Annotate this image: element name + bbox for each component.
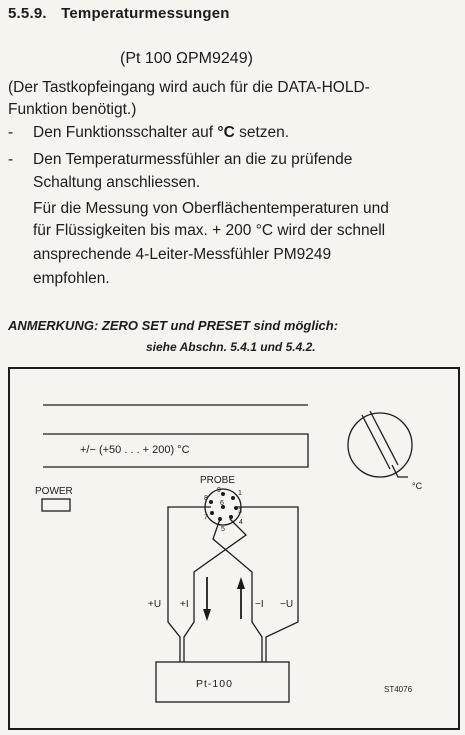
probe-prefix: (Pt 100 (120, 50, 177, 67)
label-minus-i: −I (255, 599, 264, 610)
step-text: Den Temperaturmessfühler an die zu prüfende (33, 151, 353, 168)
label-plus-i: +I (180, 599, 189, 610)
wire-plus-u (168, 507, 211, 607)
continuation-line (33, 222, 385, 240)
probe-subtitle (120, 50, 253, 68)
funnel-right (266, 607, 298, 662)
paragraph-line: Funktion benötigt.) (8, 101, 137, 118)
down-arrow-icon (203, 609, 211, 621)
pin-label: 8 (204, 495, 208, 502)
probe-model: PM9249) (188, 50, 253, 67)
power-switch (42, 499, 70, 511)
step-text-part: Den Funktionsschalter auf (33, 124, 218, 141)
up-arrow-icon (237, 577, 245, 589)
pin-label: 9 (217, 487, 221, 494)
socket-pin (229, 515, 233, 519)
step-text (33, 124, 289, 142)
continuation-line: empfohlen. (33, 270, 110, 287)
dial-leader (392, 465, 408, 477)
socket-pin (209, 500, 213, 504)
funnel-left (184, 607, 194, 662)
continuation-line: Für die Messung von Oberflächentemperaturen und (33, 200, 389, 217)
function-dial (348, 413, 412, 477)
note-line: ANMERKUNG: ZERO SET und PRESET sind möglich: (8, 318, 339, 333)
connection-diagram (8, 367, 460, 730)
continuation-part: wird der schnell (273, 222, 386, 239)
funnel-left (168, 607, 180, 662)
step-text-part: setzen. (234, 124, 290, 141)
pin-label: 7 (204, 514, 208, 521)
wire-plus-i (194, 519, 246, 607)
section-heading (8, 5, 230, 22)
socket-pin (221, 492, 225, 496)
ohm-symbol: Ω (176, 50, 188, 67)
wire-minus-i (213, 519, 252, 607)
unit-celsius: °C (217, 124, 235, 141)
section-number: 5.5.9. (8, 5, 47, 22)
probe-label: PROBE (200, 475, 236, 486)
pin-label: 1 (238, 490, 242, 497)
pin-label: 3 (238, 508, 242, 515)
paragraph-line: (Der Tastkopfeingang wird auch für die DATA-HOLD- (8, 79, 370, 96)
continuation-part: für Flüssigkeiten bis max. + 200 (33, 222, 256, 239)
wire-minus-u (236, 507, 298, 607)
step-bullet: - (8, 151, 14, 168)
power-label: POWER (35, 486, 73, 497)
pin-label: 6 (220, 500, 224, 507)
unit-celsius: °C (255, 222, 274, 239)
label-minus-u: −U (280, 599, 294, 610)
continuation-line: ansprechende 4-Leiter-Messfühler PM9249 (33, 246, 332, 263)
step-bullet: - (8, 124, 14, 141)
diagram-svg (8, 367, 460, 730)
range-label: +/− (+50 . . . + 200) °C (80, 444, 190, 456)
funnel-right (252, 607, 262, 662)
pin-label: 4 (239, 519, 243, 526)
section-title: Temperaturmessungen (61, 5, 230, 22)
pin-label: 5 (221, 526, 225, 533)
note-reference: siehe Abschn. 5.4.1 und 5.4.2. (146, 340, 316, 354)
socket-pin (210, 511, 214, 515)
dial-unit-label: °C (412, 481, 423, 491)
step-text: Schaltung anschliessen. (33, 174, 201, 191)
figure-code: ST4076 (384, 685, 413, 694)
socket-pin (231, 496, 235, 500)
figure-frame (9, 368, 459, 729)
label-plus-u: +U (148, 599, 162, 610)
sensor-label: Pt-100 (196, 678, 233, 690)
